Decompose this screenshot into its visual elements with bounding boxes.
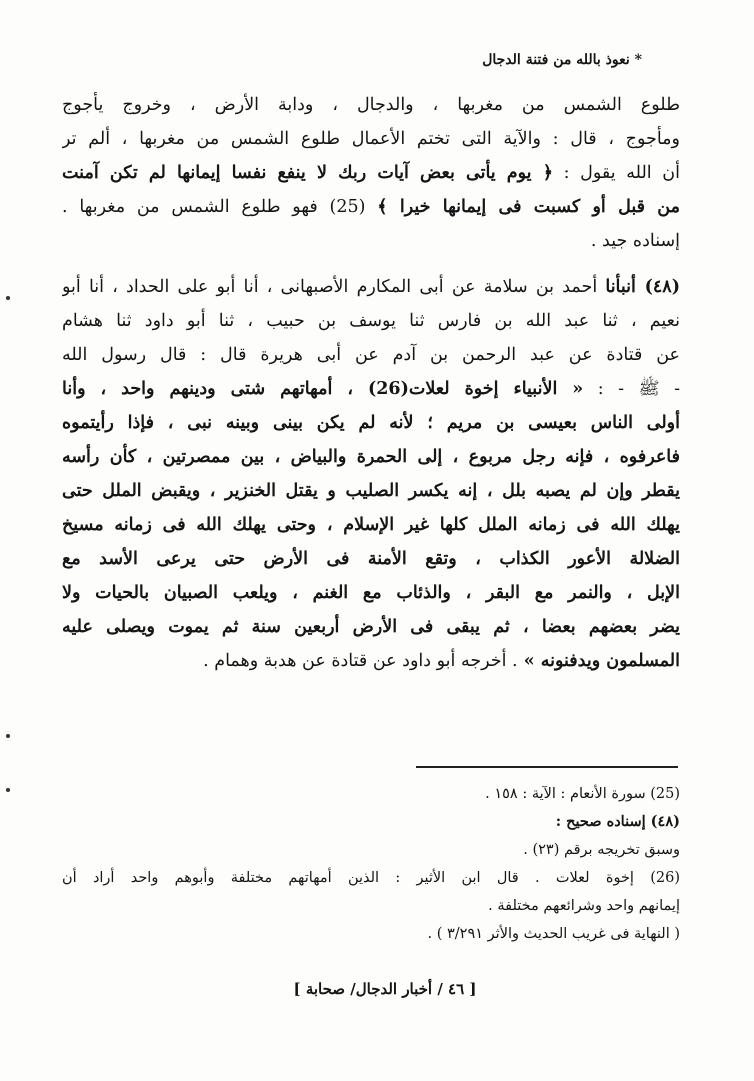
text-line [62,156,680,190]
hadith-line [62,406,680,440]
text-segment: ومأجوج ، قال : والآية التى تختم الأعمال طلوع الشمس من مغربها ، ألم تر [62,129,680,149]
hadith-line [62,508,680,542]
hadith-line [62,440,680,474]
text-segment: أن الله يقول : [552,163,680,183]
text-segment: نعيم ، ثنا عبد الله بن فارس ثنا يوسف بن حبيب ، ثنا أبو داود ثنا هشام [62,311,680,331]
text-line [62,190,680,224]
quran-verse: من قبل أو كسبت فى إيمانها خيرا ﴾ [377,197,680,217]
page-footer: [ ٤٦ / أخبار الدجال/ صحابة ] [293,980,477,998]
scan-speck [6,734,10,738]
text-segment: - ﷺ - : [583,379,680,399]
text-segment: . أخرجه أبو داود عن قتادة عن هدبة وهمام . [203,651,518,671]
hadith-text: « الأنبياء إخوة لعلات(26) ، أمهاتهم شتى ودينهم واحد ، وأنا [62,379,584,399]
hadith-text: الضلالة الأعور الكذاب ، وتقع الأمنة فى الأرض حتى يرعى الأسد مع [62,549,680,569]
quran-verse: ﴿ يوم يأتى بعض آيات ربك لا ينفع نفسا إيمانها لم تكن آمنت [62,163,553,183]
hadith-text: الإبل ، والنمر مع البقر ، والذئاب مع الغنم ، ويلعب الصبيان بالحيات ولا [62,583,680,603]
isnad-grade: إسناده جيد . [590,231,680,251]
footnote-line: (25) سورة الأنعام : الآية : ١٥٨ . [485,786,680,802]
footnote-divider [416,766,678,768]
text-line [62,338,680,372]
running-header: * نعوذ بالله من فتنة الدجال [482,52,642,68]
scan-speck [6,788,10,792]
hadith-text: المسلمون ويدفنونه » [517,651,680,671]
text-segment: عن قتادة عن عبد الرحمن بن آدم عن أبى هريرة قال : قال رسول الله [62,345,680,365]
text-line [62,224,680,258]
text-line [62,122,680,156]
footnote-line: (٤٨) إسناده صحيح : [555,813,680,830]
hadith-number: (٤٨) أنبأنا [605,277,680,297]
hadith-line [62,610,680,644]
text-segment: طلوع الشمس من مغربها ، والدجال ، ودابة الأرض ، وخروج يأجوج [62,95,680,115]
hadith-line [62,542,680,576]
hadith-text: أولى الناس بعيسى بن مريم ؛ لأنه لم يكن بينى وبينه نبى ، فإذا رأيتموه [62,413,680,433]
scan-speck [6,296,10,300]
hadith-line [62,474,680,508]
text-line [62,88,680,122]
hadith-text: فاعرفوه ، فإنه رجل مربوع ، إلى الحمرة والبياض ، بين ممصرتين ، كأن رأسه [62,447,680,467]
text-line [62,270,680,304]
footnote-line: (26) إخوة لعلات . قال ابن الأثير : الذين أمهاتهم مختلفة وأبوهم واحد أراد أن [62,870,680,886]
hadith-text: يهلك الله فى زمانه الملل كلها غير الإسلام ، وحتى يهلك الله فى زمانه مسيخ [62,515,680,535]
hadith-text: يقطر وإن لم يصبه بلل ، إنه يكسر الصليب و يقتل الخنزير ، ويقبض الملل حتى [62,481,680,501]
hadith-text: يضر بعضهم بعضا ، ثم يبقى فى الأرض أربعين سنة ثم يموت ويصلى عليه [62,617,680,637]
text-line [62,372,680,406]
text-segment: (25) فهو طلوع الشمس من مغربها . [62,197,378,217]
footnote-line: وسبق تخريجه برقم (٢٣) . [523,842,680,858]
footnote-line: إيمانهم واحد وشرائعهم مختلفة . [488,898,680,914]
text-segment: أحمد بن سلامة عن أبى المكارم الأصبهانى ، أنا أبو على الحداد ، أنا أبو [62,277,606,297]
text-line [62,644,680,678]
footnote-line: ( النهاية فى غريب الحديث والأثر ٣/٢٩١ ) . [427,926,680,942]
hadith-line [62,576,680,610]
text-line [62,304,680,338]
